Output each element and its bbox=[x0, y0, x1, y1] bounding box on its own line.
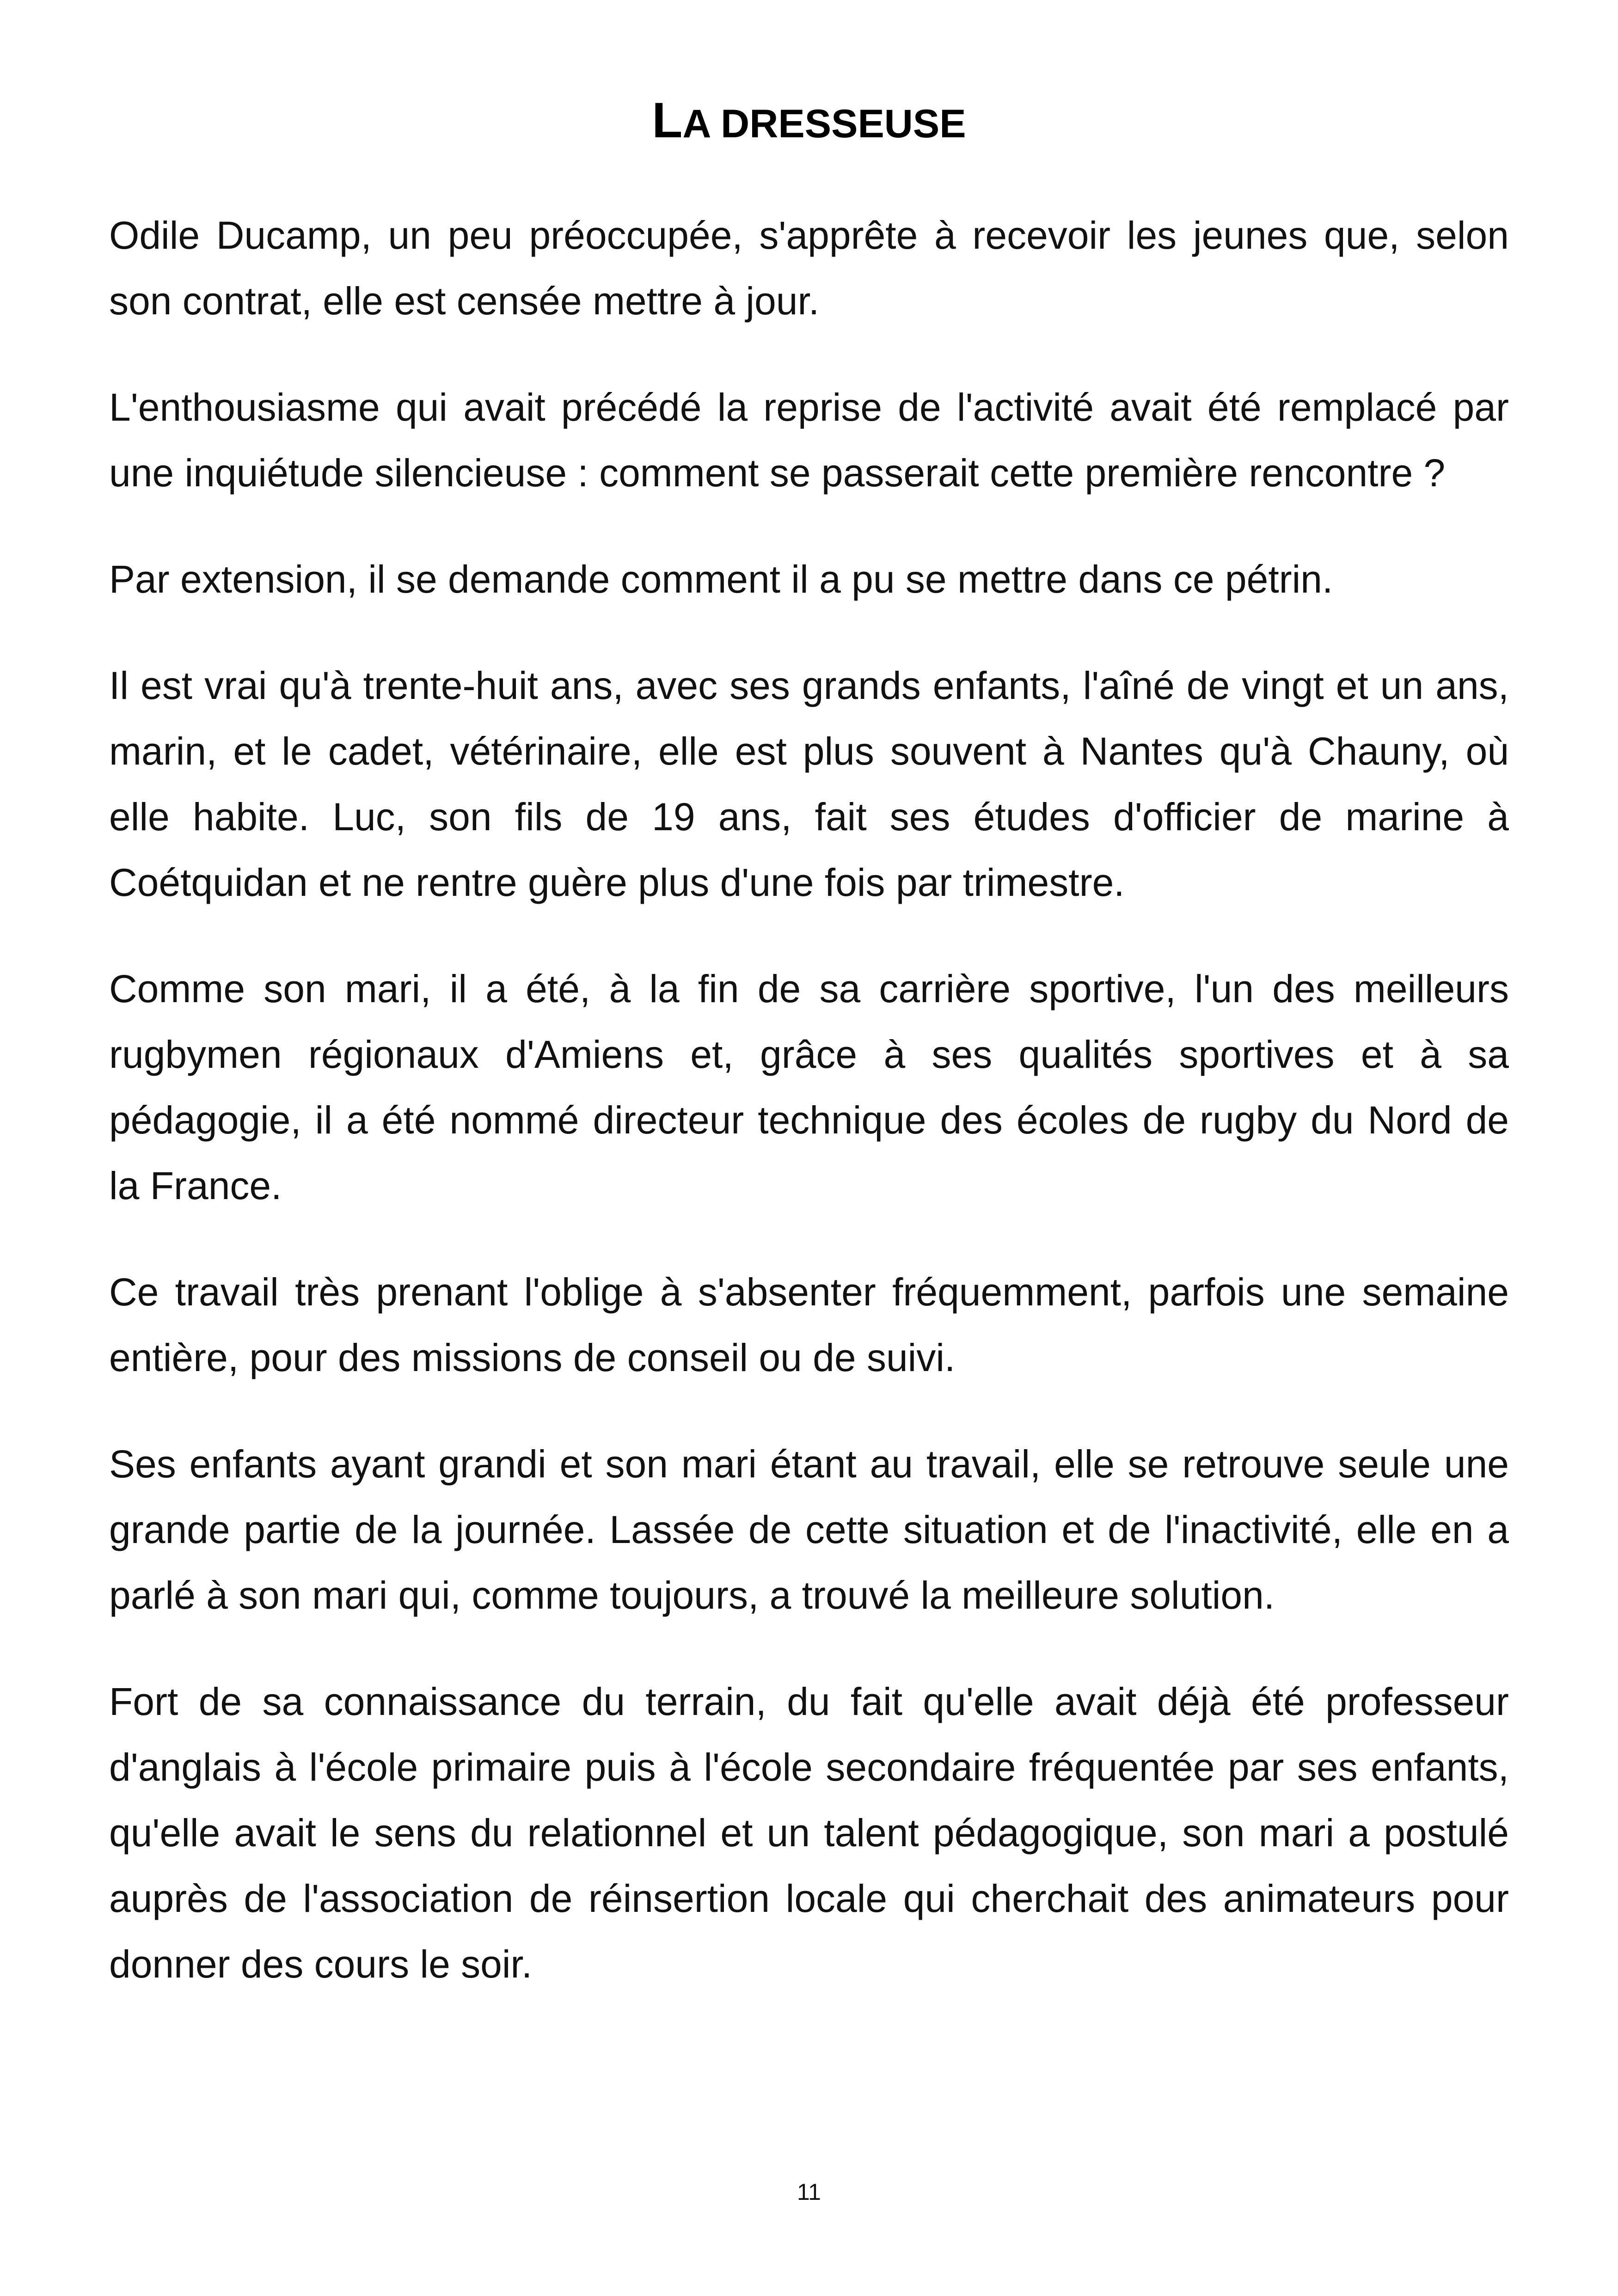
paragraph: Odile Ducamp, un peu préoccupée, s'apprête à recevoir les jeunes que, selon son contrat, elle est censée mettre à jour. bbox=[109, 214, 1509, 323]
page-number: 11 bbox=[797, 2179, 821, 2205]
paragraph: Il est vrai qu'à trente-huit ans, avec ses grands enfants, l'aîné de vingt et un ans, marin, et le cadet, vétérinaire, elle est plus souvent à Nantes qu'à Chauny, où elle habite. Luc, son fils de 19 ans, fait ses études d'officier de marine à Coétquidan et ne rentre guère plus d'une fois par trimestre. bbox=[109, 664, 1509, 904]
chapter-title-initial: L bbox=[652, 92, 683, 148]
paragraph: Ses enfants ayant grandi et son mari étant au travail, elle se retrouve seule une grande partie de la journée. Lassée de cette situation et de l'inactivité, elle en a parlé à son mari qui, comme toujours, a trouvé la meilleure solution. bbox=[109, 1442, 1509, 1617]
body-text bbox=[109, 202, 1509, 2038]
paragraph: L'enthousiasme qui avait précédé la reprise de l'activité avait été remplacé par une inquiétude silencieuse : comment se passerait cette première rencontre ? bbox=[109, 386, 1509, 495]
paragraph: Par extension, il se demande comment il a pu se mettre dans ce pétrin. bbox=[109, 557, 1333, 601]
paragraph: Comme son mari, il a été, à la fin de sa carrière sportive, l'un des meilleurs rugbymen régionaux d'Amiens et, grâce à ses qualités sportives et à sa pédagogie, il a été nommé directeur technique des écoles de rugby du Nord de la France. bbox=[109, 967, 1509, 1207]
chapter-title bbox=[0, 88, 1618, 156]
paragraph: Ce travail très prenant l'oblige à s'absenter fréquemment, parfois une semaine entière, pour des missions de conseil ou de suivi. bbox=[109, 1270, 1509, 1379]
paragraph: Fort de sa connaissance du terrain, du fait qu'elle avait déjà été professeur d'anglais à l'école primaire puis à l'école secondaire fréquentée par ses enfants, qu'elle avait le sens du relationnel et un talent pédagogique, son mari a postulé auprès de l'association de réinsertion locale qui cherchait des animateurs pour donner des cours le soir. bbox=[109, 1680, 1509, 1986]
chapter-title-rest: A DRESSEUSE bbox=[682, 102, 966, 146]
